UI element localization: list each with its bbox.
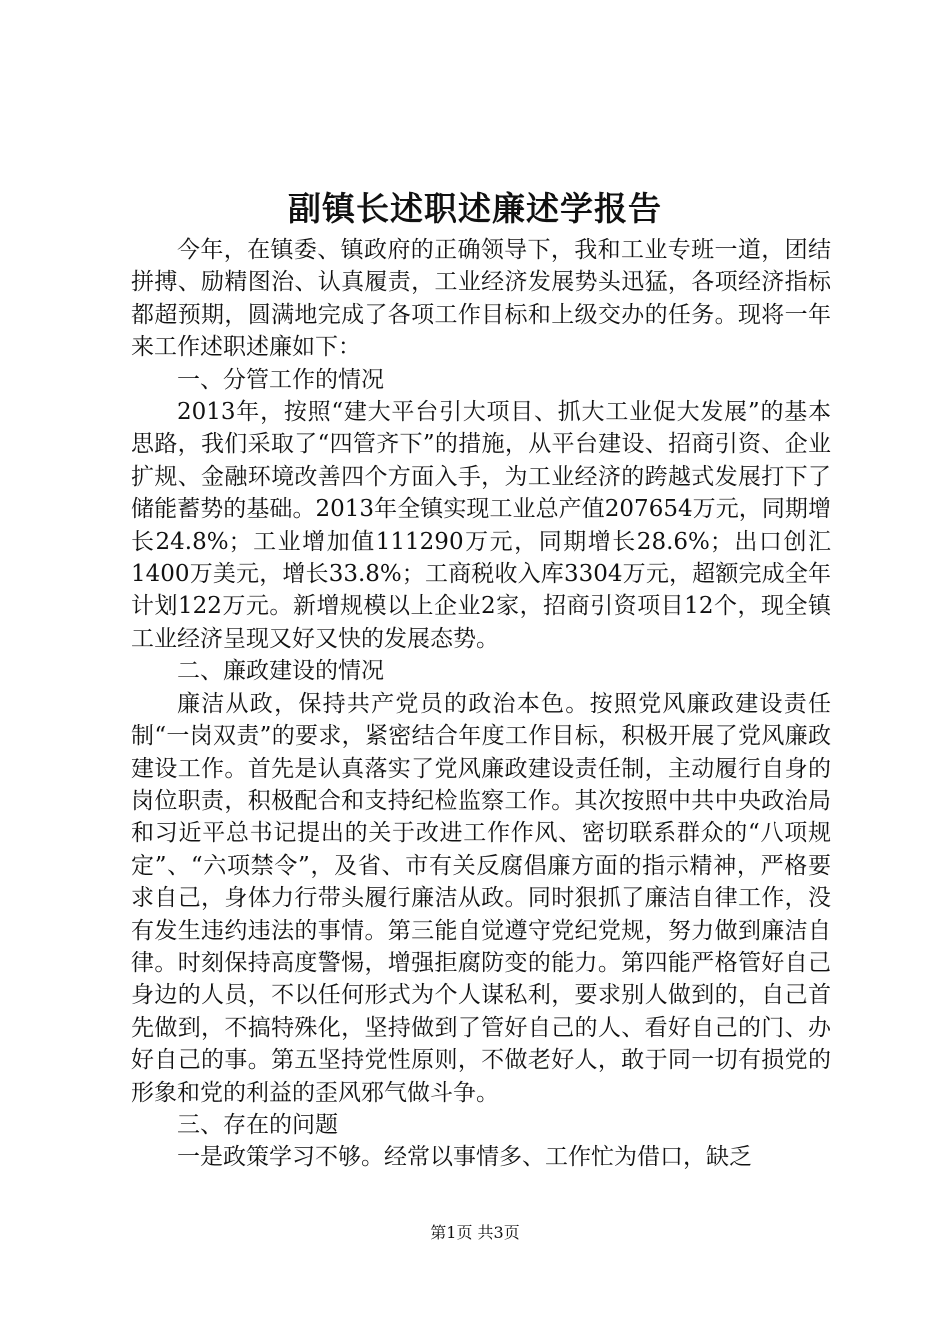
section-heading-3: 三、存在的问题: [177, 1111, 338, 1138]
section-heading-2: 二、廉政建设的情况: [177, 658, 384, 685]
page-footer: 第1页 共3页: [430, 1223, 520, 1242]
paragraph-section-2: 廉洁从政，保持共产党员的政治本色。按照党风廉政建设责任制“一岗双责”的要求，紧密结合年度工作目标，积极开展了党风廉政建设工作。首先是认真落实了党风廉政建设责任制，主动履行自身的岗位职责，积极配合和支持纪检监察工作。其次按照中共中央政治局和习近平总书记提出的关于改进工作作风、密切联系群众的“八项规定”、“六项禁令”，及省、市有关反腐倡廉方面的指示精神，严格要求自己，身体力行带头履行廉洁从政。同时狠抓了廉洁自律工作，没有发生违约违法的事情。第三能自觉遵守党纪党规，努力做到廉洁自律。时刻保持高度警惕，增强拒腐防变的能力。第四能严格管好自己身边的人员，不以任何形式为个人谋私利，要求别人做到的，自己首先做到，不搞特殊化，坚持做到了管好自己的人、看好自己的门、办好自己的事。第五坚持党性原则，不做老好人，敢于同一切有损党的形象和党的利益的歪风邪气做斗争。: [131, 690, 831, 1106]
paragraph-section-3: 一是政策学习不够。经常以事情多、工作忙为借口，缺乏: [177, 1144, 752, 1171]
paragraph-section-1: 2013年，按照“建大平台引大项目、抓大工业促大发展”的基本思路，我们采取了“四管齐下”的措施，从平台建设、招商引资、企业扩规、金融环境改善四个方面入手，为工业经济的跨越式发展打下了储能蓄势的基础。2013年全镇实现工业总产值207654万元，同期增长24.8%；工业增加值111290万元，同期增长28.6%；出口创汇1400万美元，增长33.8%；工商税收入库3304万元，超额完成全年计划122万元。新增规模以上企业2家，招商引资项目12个，现全镇工业经济呈现又好又快的发展态势。: [131, 399, 831, 652]
page-title: 副镇长述职述廉述学报告: [288, 189, 662, 228]
document-body: [131, 234, 831, 1174]
paragraph-intro: 今年，在镇委、镇政府的正确领导下，我和工业专班一道，团结拼搏、励精图治、认真履责，工业经济发展势头迅猛，各项经济指标都超预期，圆满地完成了各项工作目标和上级交办的任务。现将一年来工作述职述廉如下：: [131, 237, 831, 361]
section-heading-1: 一、分管工作的情况: [177, 366, 384, 393]
